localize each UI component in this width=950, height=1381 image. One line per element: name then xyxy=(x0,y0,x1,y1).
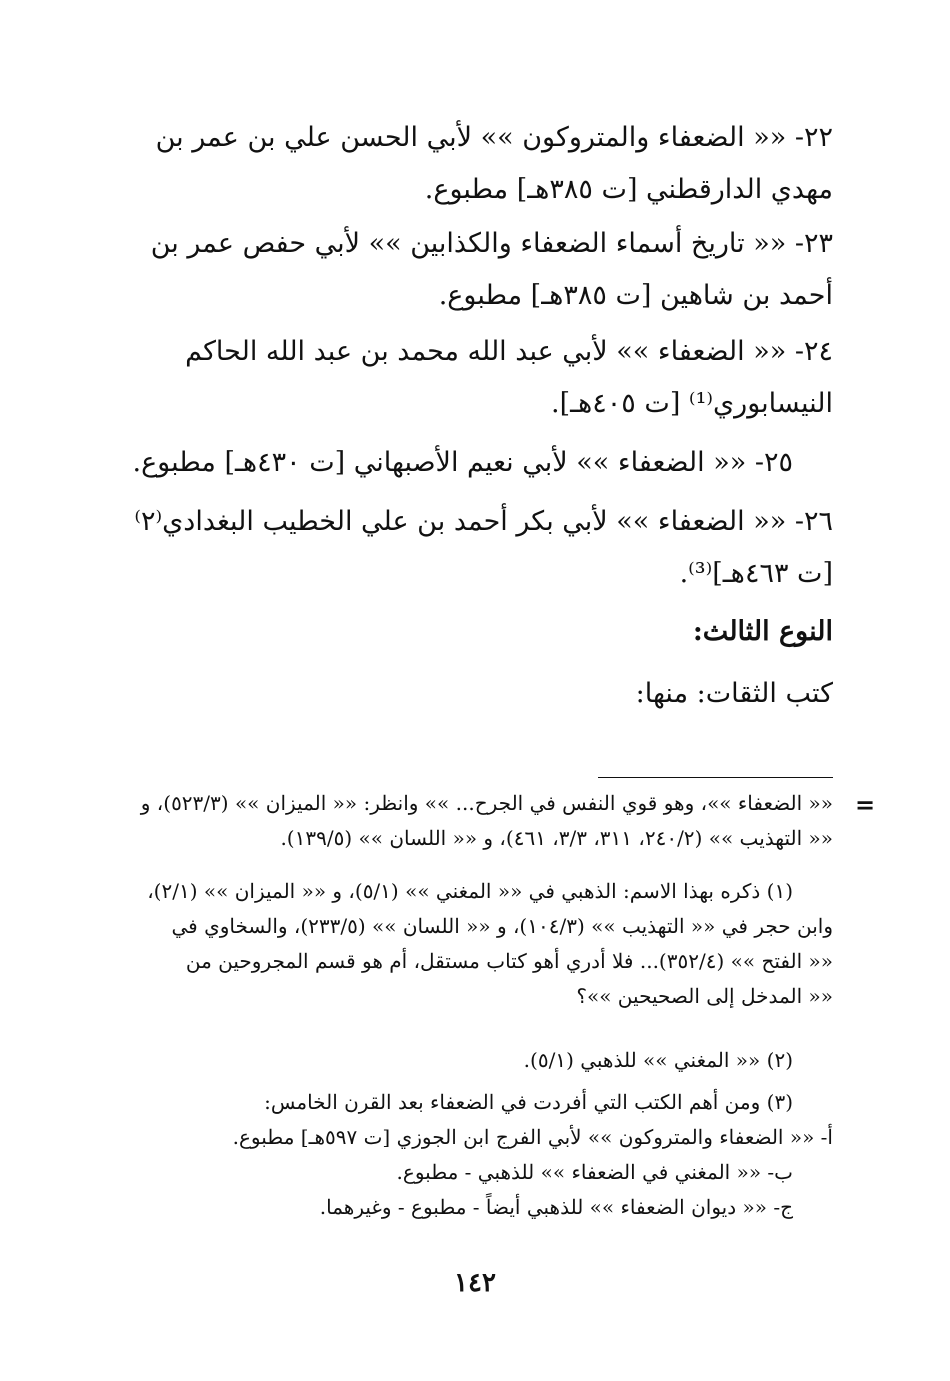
entry-line: ٢٦- «« الضعفاء »» لأبي بكر أحمد بن علي الخطيب البغدادي⁽٢⁾ xyxy=(134,506,833,537)
entry-line: أحمد بن شاهين [ت ٣٨٥هـ] مطبوع. xyxy=(438,280,833,311)
footnote-line: أ- «« الضعفاء والمتروكون »» لأبي الفرج ابن الجوزي [ت ٥٩٧هـ] مطبوع. xyxy=(232,1125,833,1149)
entry-26 xyxy=(118,496,833,600)
entry-24 xyxy=(118,326,833,430)
footnote-line: وابن حجر في «« التهذيب »» (١٠٤/٣)، و «« اللسان »» (٢٣٣/٥)، والسخاوي في xyxy=(171,914,833,938)
footnote-line: «« الضعفاء »»، وهو قوي النفس في الجرح... »» وانظر: «« الميزان »» (٥٢٣/٣)، و xyxy=(140,791,833,815)
entry-23 xyxy=(118,218,833,322)
footnote-line: ج- «« ديوان الضعفاء »» للذهبي أيضاً - مطبوع - وغيرهما. xyxy=(319,1195,793,1219)
footnote-1 xyxy=(118,874,833,1014)
footnote-continuation xyxy=(118,786,833,856)
entry-line: [ت ٤٦٣هـ]⁽³⁾. xyxy=(679,558,833,589)
entry-line: ٢٣- «« تاريخ أسماء الضعفاء والكذابين »» لأبي حفص عمر بن xyxy=(150,228,833,259)
entry-line: ٢٥- «« الضعفاء »» لأبي نعيم الأصبهاني [ت ٤٣٠هـ] مطبوع. xyxy=(132,447,793,478)
section-heading: النوع الثالث: xyxy=(692,616,833,647)
entry-25 xyxy=(118,437,833,489)
footnote-divider xyxy=(598,777,833,778)
footnote-line: (١) ذكره بهذا الاسم: الذهبي في «« المغني »» (٥/١)، و «« الميزان »» (٢/١)، xyxy=(147,879,793,903)
footnote-line: «« المدخل إلى الصحيحين »»؟ xyxy=(576,984,833,1008)
page-number: ١٤٢ xyxy=(454,1268,496,1298)
entry-22 xyxy=(118,112,833,216)
footnote-2 xyxy=(118,1043,833,1078)
entry-line: ٢٤- «« الضعفاء »» لأبي عبد الله محمد بن عبد الله الحاكم xyxy=(185,336,833,367)
footnote-line: (٢) «« المغني »» للذهبي (٥/١). xyxy=(523,1048,793,1072)
footnote-line: ب- «« المغني في الضعفاء »» للذهبي - مطبوع. xyxy=(396,1160,793,1184)
footnote-3 xyxy=(118,1085,833,1225)
entry-line: مهدي الدارقطني [ت ٣٨٥هـ] مطبوع. xyxy=(424,174,833,205)
entry-line: ٢٢- «« الضعفاء والمتروكون »» لأبي الحسن علي بن عمر بن xyxy=(155,122,833,153)
footnote-line: «« التهذيب »» (٢٤٠/٢، ٣١١، ٣/٣، ٤٦١)، و «« اللسان »» (١٣٩/٥). xyxy=(280,826,833,850)
section-subheading: كتب الثقات: منها: xyxy=(635,678,833,709)
footnote-line: «« الفتح »» (٣٥٢/٤)... فلا أدري أهو كتاب مستقل، أم هو قسم المجروحين من xyxy=(185,949,833,973)
continuation-marker: = xyxy=(855,790,876,819)
footnote-line: (٣) ومن أهم الكتب التي أفردت في الضعفاء بعد القرن الخامس: xyxy=(264,1090,793,1114)
entry-line: النيسابوري⁽¹⁾ [ت ٤٠٥هـ]. xyxy=(551,388,833,419)
